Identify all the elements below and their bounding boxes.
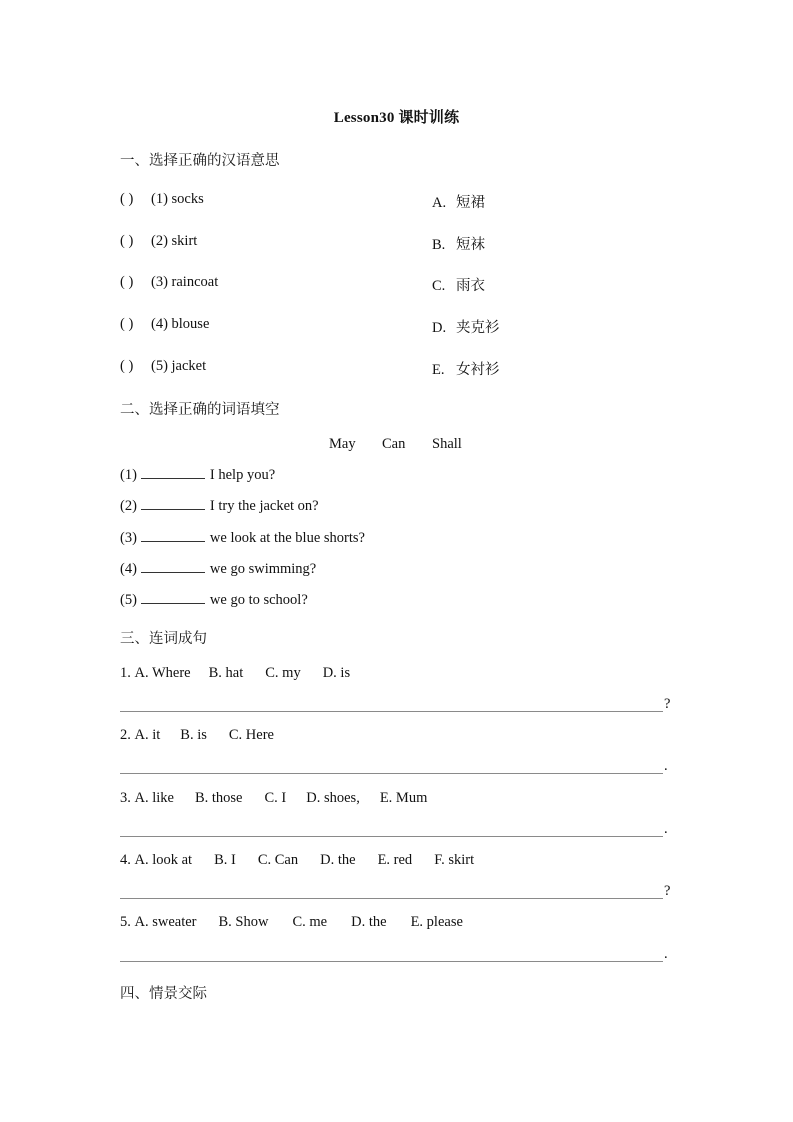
order-item-3 xyxy=(120,790,427,807)
item-number: 5. xyxy=(120,914,131,930)
option-text: 夹克衫 xyxy=(456,320,500,336)
page-title: Lesson30 课时训练 xyxy=(333,110,460,126)
word-choice: C. I xyxy=(264,790,287,806)
item-number: (3) xyxy=(120,530,137,546)
fill-item-5 xyxy=(120,592,308,609)
match-item-label: (2) skirt xyxy=(151,233,198,249)
word-choice: D. the xyxy=(320,852,356,868)
match-item-label: (3) raincoat xyxy=(151,274,219,290)
item-number: 4. xyxy=(120,852,131,868)
word-choice: A. sweater xyxy=(134,914,197,930)
match-item-label: (4) blouse xyxy=(151,316,210,332)
end-mark: . xyxy=(664,758,668,774)
match-option-b xyxy=(432,233,485,254)
word-choice: F. skirt xyxy=(434,852,475,868)
answer-paren[interactable]: ( ) xyxy=(120,358,134,374)
word-choice: C. Can xyxy=(257,852,299,868)
match-option-e xyxy=(432,358,500,379)
word-choice: B. I xyxy=(214,852,236,868)
match-item-label: (5) jacket xyxy=(151,358,207,374)
word-choice: A. look at xyxy=(134,852,193,868)
order-item-2 xyxy=(120,727,274,744)
item-number: 2. xyxy=(120,727,131,743)
end-mark: . xyxy=(664,946,668,962)
option-text: 短袜 xyxy=(456,237,485,253)
word-choice: E. Mum xyxy=(379,790,428,806)
word-choice: C. my xyxy=(265,665,301,681)
order-item-4 xyxy=(120,852,474,869)
fill-item-2 xyxy=(120,498,319,515)
section3-heading: 三、连词成句 xyxy=(120,631,207,647)
order-item-5 xyxy=(120,914,463,931)
item-text: we go swimming? xyxy=(209,561,317,577)
fill-item-4 xyxy=(120,561,316,578)
word-bank-item: May xyxy=(329,436,356,452)
item-number: (2) xyxy=(120,498,137,514)
option-text: 短裙 xyxy=(456,195,485,211)
end-mark: ? xyxy=(664,696,671,712)
word-choice: D. the xyxy=(351,914,387,930)
match-item-5 xyxy=(120,358,206,375)
item-number: 1. xyxy=(120,665,131,681)
option-letter: B. xyxy=(432,237,446,253)
section4-heading: 四、情景交际 xyxy=(120,986,207,1002)
word-choice: B. those xyxy=(194,790,243,806)
item-text: I try the jacket on? xyxy=(209,498,319,514)
answer-paren[interactable]: ( ) xyxy=(120,191,134,207)
word-bank-item: Can xyxy=(382,436,406,452)
match-option-a xyxy=(432,191,485,212)
fill-blank[interactable] xyxy=(141,561,205,573)
word-choice: C. Here xyxy=(228,727,274,743)
option-text: 雨衣 xyxy=(456,278,485,294)
word-bank-item: Shall xyxy=(432,436,462,452)
item-text: I help you? xyxy=(209,467,276,483)
match-item-label: (1) socks xyxy=(151,191,204,207)
word-choice: A. it xyxy=(134,727,161,743)
fill-item-1 xyxy=(120,467,275,484)
word-choice: A. like xyxy=(134,790,174,806)
match-option-d xyxy=(432,316,500,337)
option-letter: E. xyxy=(432,362,445,378)
item-number: (4) xyxy=(120,561,137,577)
word-choice: E. red xyxy=(377,852,413,868)
end-mark: ? xyxy=(664,883,671,899)
word-bank xyxy=(329,436,462,453)
answer-line[interactable] xyxy=(120,836,663,837)
item-number: (5) xyxy=(120,592,137,608)
word-choice: B. hat xyxy=(208,665,244,681)
word-choice: B. is xyxy=(180,727,207,743)
option-letter: D. xyxy=(432,320,447,336)
word-choice: A. Where xyxy=(134,665,191,681)
answer-line[interactable] xyxy=(120,961,663,962)
answer-paren[interactable]: ( ) xyxy=(120,233,134,249)
word-choice: E. please xyxy=(410,914,463,930)
word-choice: D. is xyxy=(322,665,351,681)
order-item-1 xyxy=(120,665,350,682)
match-item-1 xyxy=(120,191,204,208)
match-option-c xyxy=(432,274,485,295)
option-letter: C. xyxy=(432,278,446,294)
answer-line[interactable] xyxy=(120,898,663,899)
item-number: 3. xyxy=(120,790,131,806)
answer-line[interactable] xyxy=(120,773,663,774)
item-text: we look at the blue shorts? xyxy=(209,530,365,546)
answer-paren[interactable]: ( ) xyxy=(120,274,134,290)
item-number: (1) xyxy=(120,467,137,483)
answer-paren[interactable]: ( ) xyxy=(120,316,134,332)
word-choice: D. shoes, xyxy=(306,790,360,806)
match-item-3 xyxy=(120,274,218,291)
section2-heading: 二、选择正确的词语填空 xyxy=(120,402,280,418)
answer-line[interactable] xyxy=(120,711,663,712)
item-text: we go to school? xyxy=(209,592,308,608)
match-item-4 xyxy=(120,316,209,333)
word-choice: B. Show xyxy=(218,914,269,930)
option-text: 女衬衫 xyxy=(456,362,500,378)
fill-blank[interactable] xyxy=(141,530,205,542)
section1-heading: 一、选择正确的汉语意思 xyxy=(120,153,280,169)
fill-item-3 xyxy=(120,530,365,547)
fill-blank[interactable] xyxy=(141,498,205,510)
fill-blank[interactable] xyxy=(141,592,205,604)
match-item-2 xyxy=(120,233,197,250)
word-choice: C. me xyxy=(292,914,328,930)
end-mark: . xyxy=(664,821,668,837)
option-letter: A. xyxy=(432,195,447,211)
fill-blank[interactable] xyxy=(141,467,205,479)
